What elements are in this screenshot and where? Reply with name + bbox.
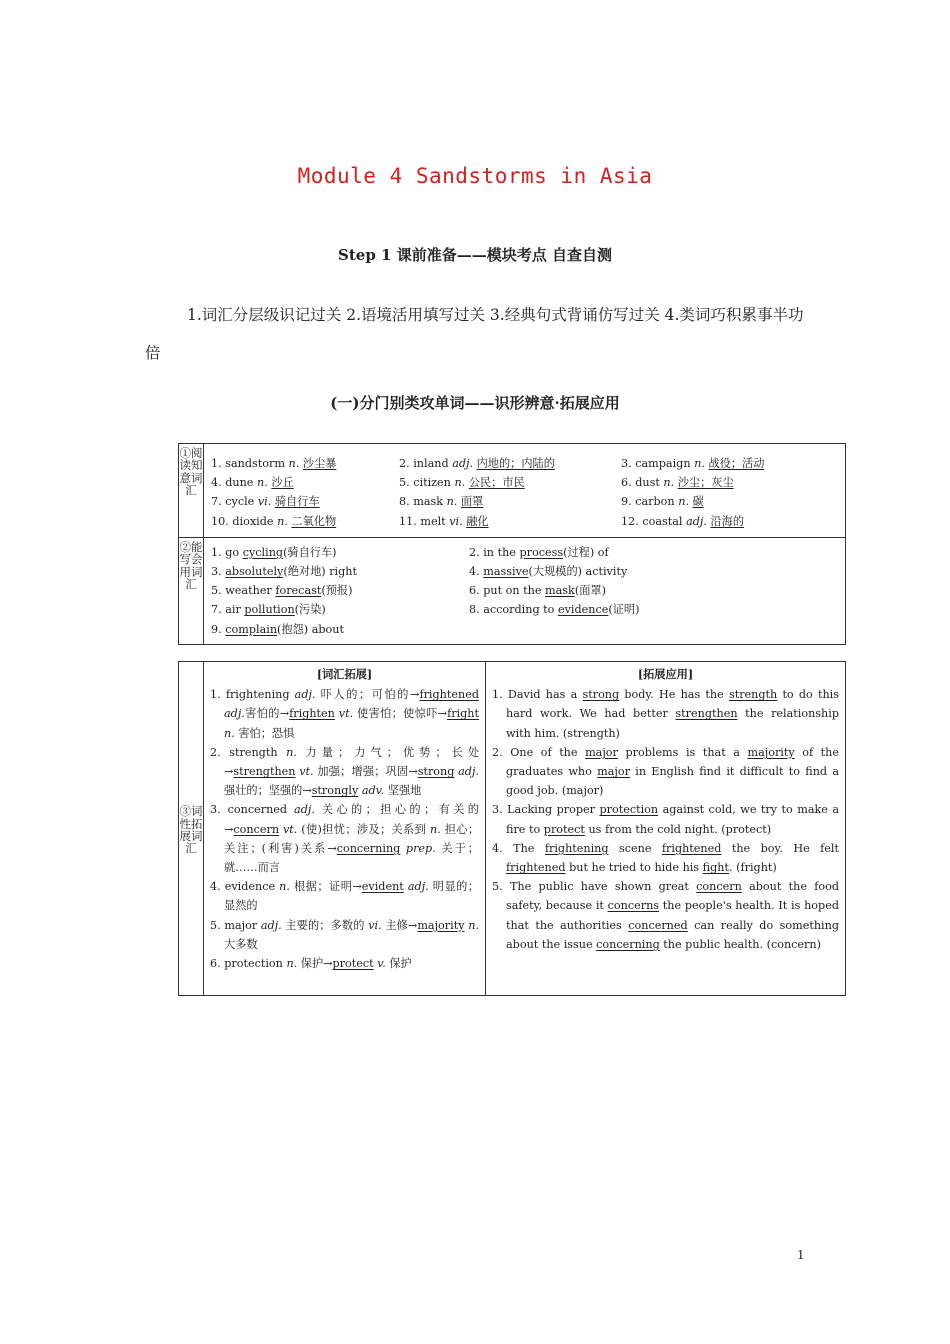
expansion-entry: [210, 743, 479, 801]
part-of-speech: n.: [454, 476, 469, 490]
text-segment: 主要的；多数的: [281, 918, 369, 932]
phrase-item: [211, 543, 469, 562]
text-segment: 强壮的；坚强的→: [224, 784, 312, 798]
part-of-speech: n.: [224, 726, 235, 740]
phrase-suffix: (证明): [608, 603, 640, 617]
expansion-entry: [210, 877, 479, 915]
phrases-words: [204, 537, 846, 644]
answer-word: strengthen: [675, 707, 738, 721]
reading-word-item: [211, 473, 399, 492]
phrase-answer: mask: [545, 584, 575, 598]
application-sentence: [492, 839, 839, 877]
answer-word: strongly: [311, 784, 359, 798]
right-column-heading: [拓展应用]: [637, 667, 694, 681]
phrase-item: [211, 620, 469, 639]
meaning: 沿海的: [710, 514, 745, 528]
phrase-suffix: (污染): [294, 603, 326, 617]
answer-word: strong: [417, 765, 455, 779]
application-sentence: [492, 685, 839, 743]
vocab-table: [178, 443, 846, 645]
meaning: 沙尘暴: [302, 457, 337, 470]
answer-word: protect: [543, 822, 585, 836]
phrase-answer: process: [519, 545, 564, 559]
text-segment: 主修→: [381, 918, 418, 932]
word: 12. coastal: [621, 514, 687, 528]
text-segment: 1. frightening: [210, 688, 295, 702]
part-of-speech: n.: [288, 457, 303, 470]
text-segment: 力量；力气；优势；长处→: [224, 745, 480, 779]
answer-word: frightening: [544, 841, 609, 855]
text-segment: 6. protection: [210, 957, 287, 971]
part-of-speech: n.: [468, 918, 479, 932]
part-of-speech: adj.: [260, 918, 282, 932]
phrase-answer: massive: [483, 565, 529, 579]
answer-word: strong: [582, 688, 620, 702]
part-of-speech: n.: [286, 745, 297, 759]
word: 10. dioxide: [211, 514, 278, 528]
reading-grid: [204, 444, 845, 537]
reading-row: [179, 444, 846, 538]
text-segment: 3. concerned: [210, 803, 295, 817]
meaning: 公民；市民: [468, 476, 525, 490]
part-of-speech: v.: [377, 957, 386, 971]
phrase-suffix: (骑自行车): [283, 545, 337, 559]
part-of-speech: vi.: [257, 495, 275, 509]
text-segment: 5. major: [210, 918, 261, 932]
text-segment: body. He has the: [619, 688, 729, 702]
text-segment: the relationship with him. (strength): [506, 707, 839, 740]
page-number: 1: [797, 1248, 805, 1262]
reading-label: ①阅读知意词汇: [179, 444, 204, 538]
answer-word: concerned: [628, 918, 688, 932]
text-segment: but he tried to hide his: [565, 861, 703, 875]
part-of-speech: n.: [277, 514, 292, 528]
text-segment: 4. The: [492, 841, 545, 855]
answer-word: concerning: [596, 937, 660, 951]
part-of-speech: adj.: [294, 803, 315, 817]
phrase-suffix: (过程) of: [563, 545, 609, 559]
answer-word: majority: [747, 745, 795, 759]
expansion-entry: [210, 916, 479, 954]
answer-word: strengthen: [233, 765, 296, 779]
phrase-suffix: (绝对地) right: [283, 565, 357, 579]
text-segment: 大多数: [224, 937, 258, 951]
phrase-suffix: (大规模的) activity: [528, 565, 628, 579]
page-title: Module 4 Sandstorms in Asia: [297, 164, 653, 188]
word: 6. dust: [621, 476, 664, 490]
answer-word: frightened: [419, 688, 479, 702]
reading-word-item: [621, 454, 845, 473]
text-segment: 根据；证明→: [289, 880, 362, 894]
phrase-prefix: 9.: [211, 622, 226, 636]
phrase-item: [469, 543, 845, 562]
answer-word: major: [597, 765, 630, 779]
part-of-speech: vt.: [282, 822, 298, 836]
text-segment: us from the cold night. (protect): [584, 822, 772, 836]
reading-word-item: [399, 473, 621, 492]
phrase-answer: forecast: [275, 584, 322, 598]
part-of-speech: n.: [430, 822, 441, 836]
phrase-item: [469, 581, 845, 600]
application-sentence: [492, 743, 839, 801]
meaning: 战役；活动: [708, 457, 765, 470]
intro-text: 1.词汇分层级识记过关 2.语境活用填写过关 3.经典句式背诵仿写过关 4.类词巧积累事半功倍: [145, 306, 804, 362]
left-column-heading: [词汇拓展]: [316, 667, 373, 681]
part-of-speech: adj.: [224, 707, 245, 721]
reading-word-item: [399, 454, 621, 473]
text-segment: 明显的；显然的: [224, 880, 480, 913]
part-of-speech: adj.: [407, 880, 429, 894]
phrase-prefix: 3.: [211, 565, 226, 579]
expansion-entry: [210, 685, 479, 743]
meaning: 融化: [466, 514, 489, 528]
text-segment: the boy. He felt: [721, 841, 839, 855]
meaning: 沙尘；灰尘: [677, 476, 734, 490]
text-segment: in English find it difficult to find a good job. (major): [506, 765, 840, 798]
part-of-speech: adj.: [686, 514, 711, 528]
phrase-prefix: 5. weather: [211, 584, 276, 598]
phrase-answer: complain: [225, 622, 278, 636]
word: 3. campaign: [621, 457, 695, 470]
meaning: 内地的；内陆的: [476, 457, 555, 470]
application-sentence: [492, 877, 839, 954]
answer-word: fright: [447, 707, 479, 721]
text-segment: 2. strength: [210, 745, 287, 759]
text-segment: 2. One of the: [492, 745, 586, 759]
phrase-item: [211, 562, 469, 581]
reading-word-item: [621, 512, 845, 531]
part-of-speech: vi.: [449, 514, 467, 528]
phrase-suffix: (抱怨) about: [277, 622, 344, 636]
text-segment: 坚强地: [384, 784, 422, 798]
text-segment: 关心的；担心的；有关的→: [224, 803, 479, 836]
text-segment: the public health. (concern): [659, 937, 821, 951]
right-entries: [486, 685, 845, 954]
part-of-speech: n.: [446, 495, 461, 509]
part-of-speech: adj.: [458, 765, 479, 779]
phrase-item: [211, 600, 469, 619]
phrase-answer: absolutely: [225, 565, 284, 579]
phrase-answer: evidence: [557, 603, 609, 617]
answer-word: fight: [702, 861, 729, 875]
text-segment: 害怕；恐惧: [234, 726, 295, 740]
reading-word-item: [399, 492, 621, 511]
text-segment: 5. The public have shown great: [492, 880, 697, 894]
phrase-suffix: (预报): [321, 584, 353, 598]
text-segment: 关于；就……而言: [224, 841, 479, 875]
part-of-speech: vt.: [299, 765, 314, 779]
part-of-speech: prep.: [405, 841, 436, 855]
phrase-prefix: 4.: [469, 565, 484, 579]
text-segment: 害怕的→: [244, 707, 290, 721]
section-subtitle: (一)分门别类攻单词——识形辨意·拓展应用: [330, 394, 620, 412]
part-of-speech: vt.: [338, 707, 354, 721]
answer-word: concern: [696, 880, 742, 894]
text-segment: the people's health. It is hoped that the authorities: [506, 899, 839, 932]
phrase-suffix: (面罩): [574, 584, 606, 598]
reading-word-item: [211, 492, 399, 511]
answer-word: concern: [233, 822, 280, 836]
phrase-prefix: 8. according to: [469, 603, 558, 617]
part-of-speech: adj.: [452, 457, 477, 470]
text-segment: to do this hard work. We had better: [506, 688, 839, 721]
part-of-speech: n.: [694, 457, 709, 470]
phrase-item: [469, 562, 845, 581]
reading-word-item: [211, 512, 399, 531]
word: 4. dune: [211, 476, 257, 490]
phrase-prefix: 1. go: [211, 545, 243, 559]
text-segment: can really do something about the issue: [506, 918, 839, 951]
phrase-answer: pollution: [244, 603, 295, 617]
application-sentence: [492, 800, 839, 838]
text-segment: of the graduates who: [506, 745, 839, 779]
phrase-prefix: 7. air: [211, 603, 245, 617]
phrase-grid: [204, 538, 845, 644]
text-segment: 加强；增强；巩固→: [313, 765, 418, 779]
text-segment: (使)担忧；涉及；关系到: [297, 822, 431, 836]
text-segment: 使害怕；使惊吓→: [353, 707, 448, 721]
word: 9. carbon: [621, 495, 679, 509]
expansion-row: [179, 662, 846, 996]
phrase-prefix: 6. put on the: [469, 584, 546, 598]
text-segment: 保护→: [297, 957, 333, 971]
part-of-speech: n.: [286, 957, 298, 971]
phrase-item: [469, 600, 845, 619]
part-of-speech: adv.: [361, 784, 385, 798]
meaning: 骑自行车: [274, 495, 320, 509]
word: 5. citizen: [399, 476, 455, 490]
meaning: 沙丘: [271, 476, 294, 490]
reading-words: [204, 444, 846, 538]
step-heading: Step 1 课前准备——模块考点 自查自测: [338, 246, 612, 264]
answer-word: major: [585, 745, 618, 759]
part-of-speech: vi.: [368, 918, 382, 932]
text-segment: . (fright): [728, 861, 777, 875]
part-of-speech: n.: [678, 495, 693, 509]
reading-word-item: [211, 454, 399, 473]
part-of-speech: adj.: [294, 688, 316, 702]
meaning: 二氧化物: [291, 514, 337, 528]
phrases-row: [179, 537, 846, 644]
text-segment: scene: [608, 841, 662, 855]
word: 2. inland: [399, 457, 453, 470]
answer-word: concerning: [336, 841, 401, 855]
text-segment: 1. David has a: [492, 688, 583, 702]
text-segment: against cold, we try to make a fire to: [506, 803, 840, 836]
answer-word: frightened: [506, 861, 566, 875]
answer-word: frighten: [289, 707, 335, 721]
expansion-right-col: [486, 662, 846, 996]
phrase-prefix: 2. in the: [469, 545, 520, 559]
reading-word-item: [621, 473, 845, 492]
text-segment: problems is that a: [617, 745, 748, 759]
part-of-speech: n.: [256, 476, 272, 490]
part-of-speech: n.: [663, 476, 678, 490]
expansion-label: ③词性拓展词汇: [179, 662, 204, 996]
answer-word: frightened: [661, 841, 722, 855]
answer-word: evident: [361, 880, 404, 894]
word: 8. mask: [399, 495, 447, 509]
meaning: 碳: [692, 495, 704, 509]
word: 7. cycle: [211, 495, 258, 509]
phrase-answer: cycling: [242, 545, 284, 559]
text-segment: 3. Lacking proper: [492, 803, 600, 817]
answer-word: concerns: [607, 899, 660, 913]
text-segment: 吓人的；可怕的→: [315, 688, 420, 702]
part-of-speech: n.: [279, 880, 290, 894]
expansion-left-col: [204, 662, 486, 996]
expansion-entry: [210, 800, 479, 877]
meaning: 面罩: [460, 495, 484, 509]
text-segment: 保护: [385, 957, 412, 971]
answer-word: majority: [417, 918, 465, 932]
text-segment: 4. evidence: [210, 880, 280, 894]
answer-word: protection: [599, 803, 659, 817]
answer-word: protect: [332, 957, 374, 971]
word: 11. melt: [399, 514, 450, 528]
word: 1. sandstorm: [211, 457, 289, 470]
answer-word: strength: [728, 688, 778, 702]
reading-word-item: [621, 492, 845, 511]
expansion-table: [178, 661, 846, 996]
text-segment: 担心；关注；(利害)关系→: [224, 822, 480, 855]
phrase-item: [211, 581, 469, 600]
expansion-entry: [210, 954, 479, 973]
phrases-label: ②能写会用词汇: [179, 537, 204, 644]
reading-word-item: [399, 512, 621, 531]
intro-paragraph: [145, 296, 810, 372]
text-segment: about the food safety, because it: [506, 880, 840, 913]
left-entries: [204, 685, 485, 973]
